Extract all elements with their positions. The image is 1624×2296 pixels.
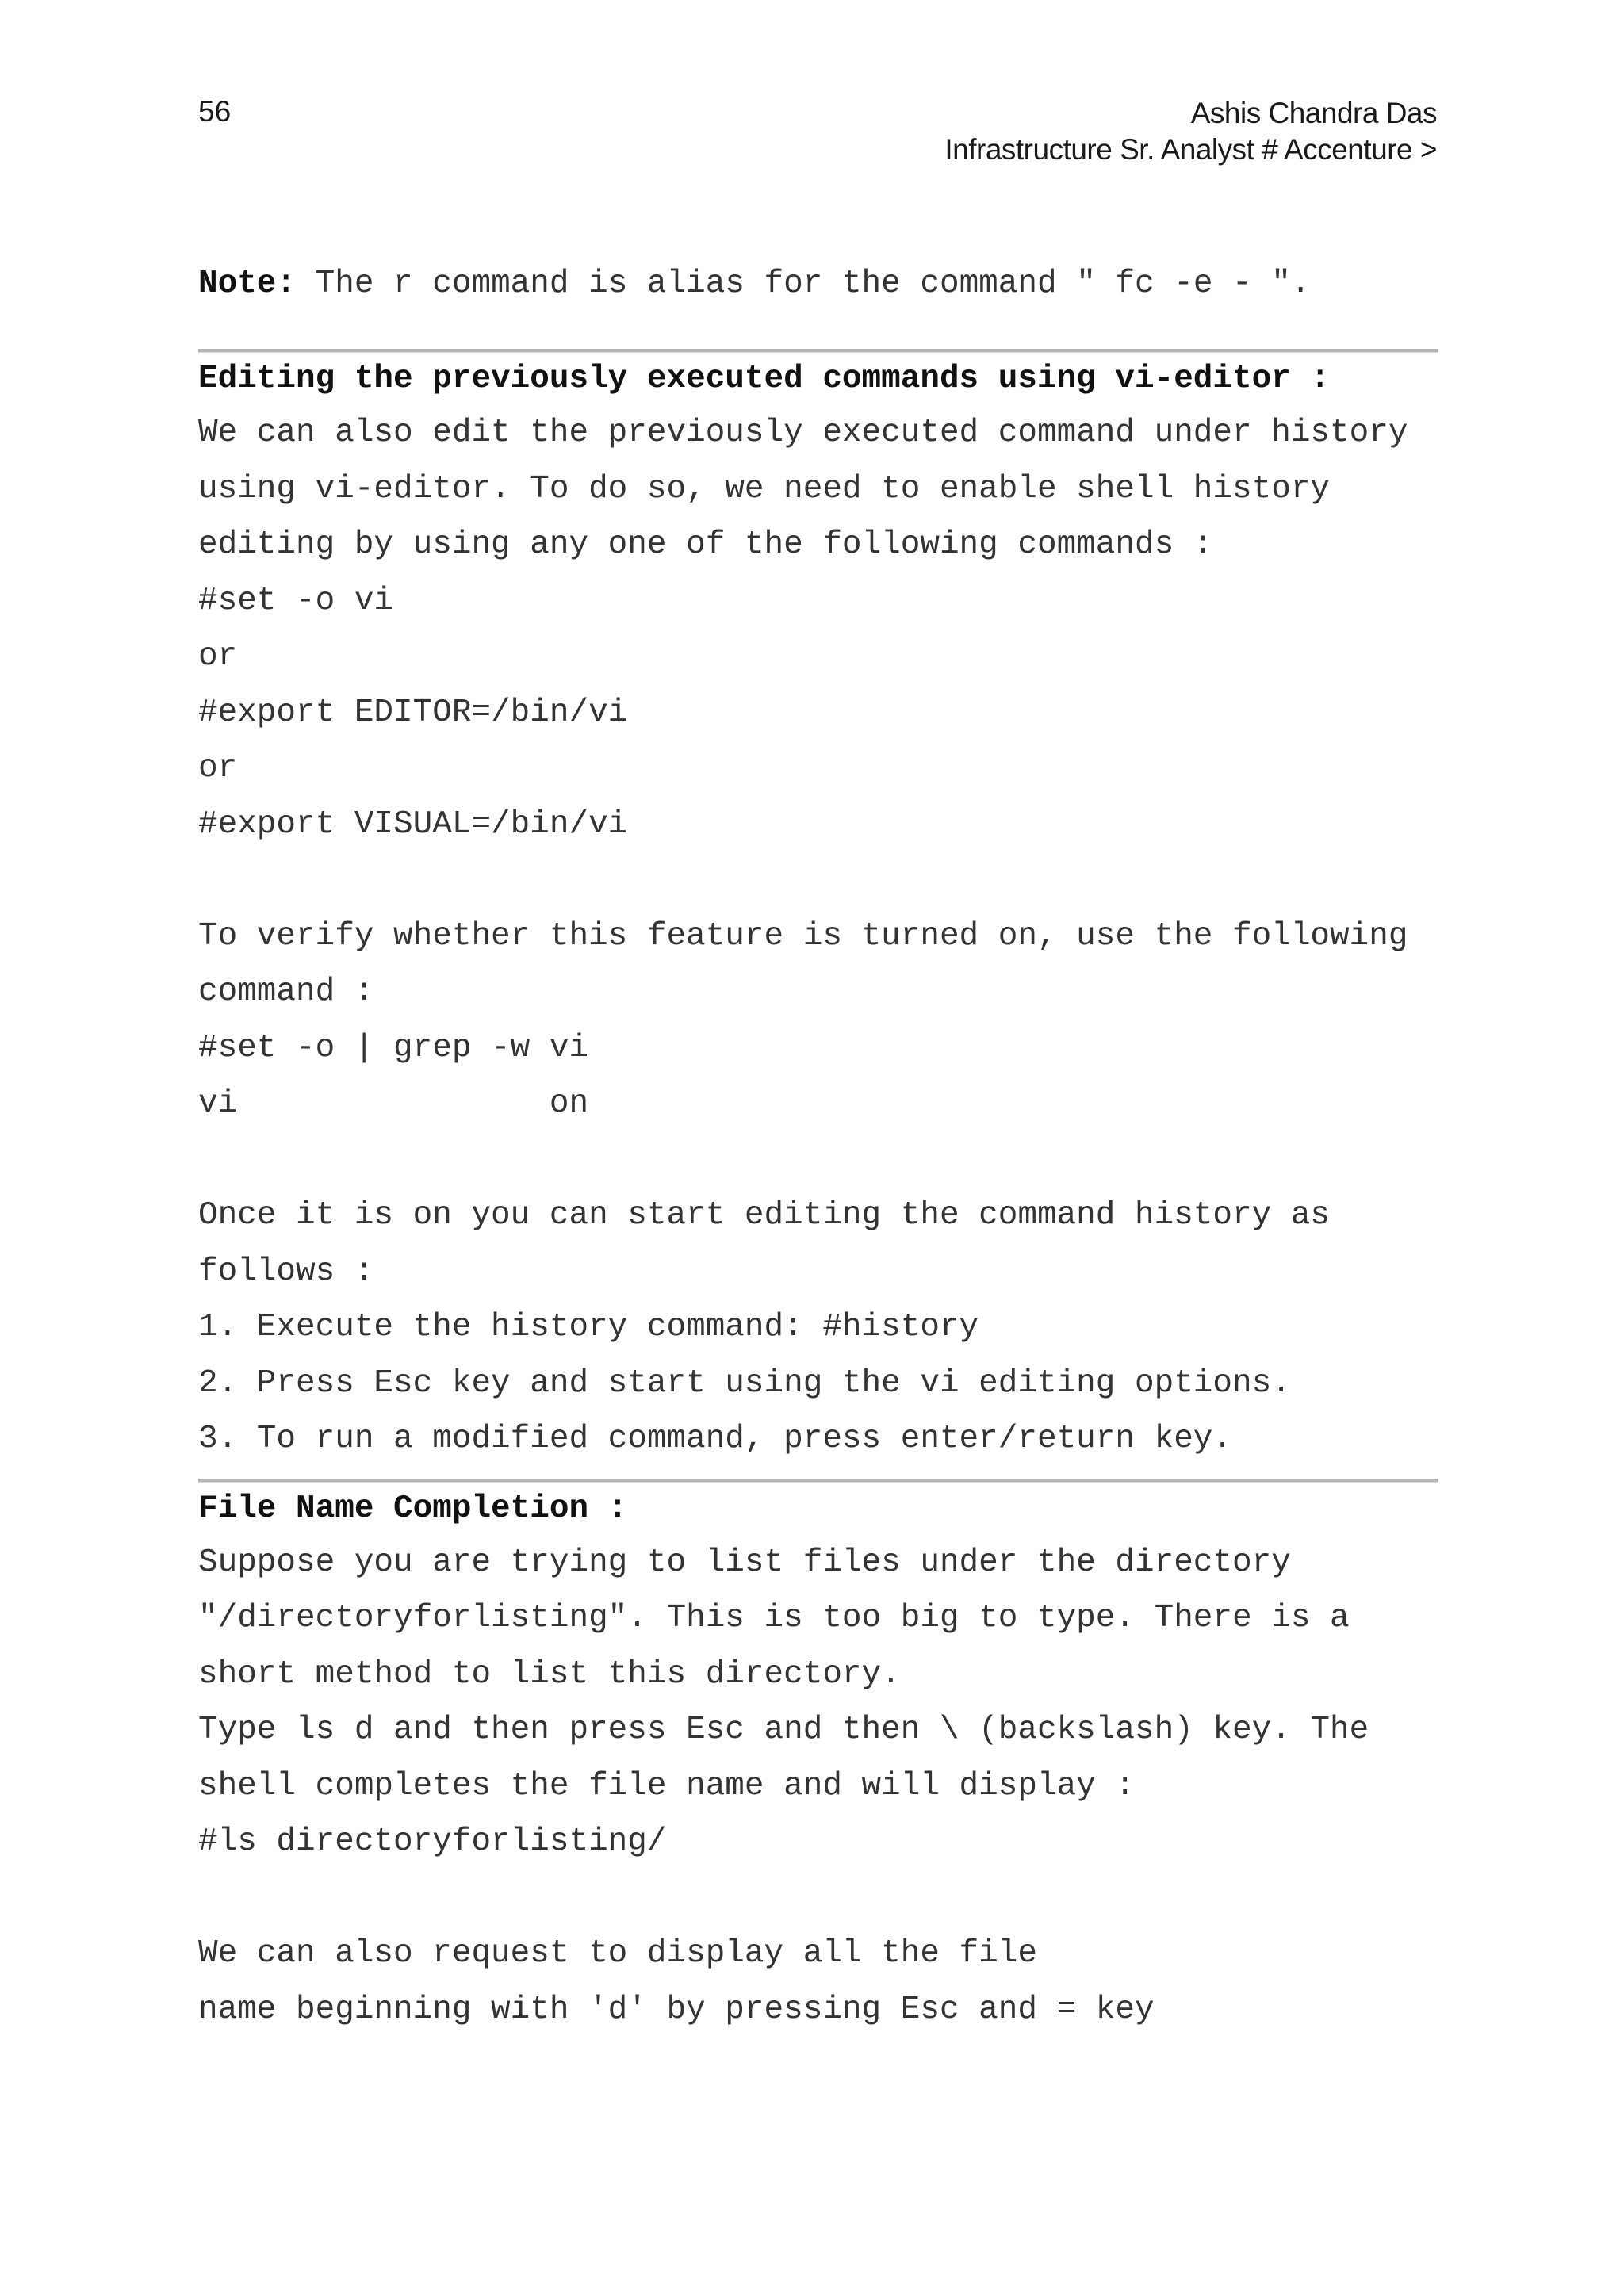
text-line: follows :: [198, 1253, 374, 1290]
section-heading-file-name-completion: File Name Completion :: [198, 1490, 628, 1527]
command-line: #export VISUAL=/bin/vi: [198, 806, 628, 843]
command-output-line: vi on: [198, 1085, 589, 1122]
author-name: Ashis Chandra Das: [1190, 97, 1437, 129]
note-label: Note:: [198, 266, 297, 302]
section-body-vi-editing: [198, 405, 1438, 1468]
note-paragraph: [198, 262, 1438, 306]
command-line: #set -o vi: [198, 582, 394, 619]
text-line: name beginning with 'd' by pressing Esc and = key: [198, 1991, 1155, 2028]
list-item: 3. To run a modified command, press enter/return key.: [198, 1421, 1233, 1457]
list-item: 2. Press Esc key and start using the vi editing options.: [198, 1364, 1291, 1402]
command-line: #export EDITOR=/bin/vi: [198, 694, 628, 731]
text-line: short method to list this directory.: [198, 1655, 901, 1693]
text-line: To verify whether this feature is turned on, use the following: [198, 917, 1408, 955]
blank-line: [198, 852, 1438, 909]
list-item: 1. Execute the history command: #history: [198, 1309, 979, 1345]
text-line: command :: [198, 974, 374, 1010]
blank-line: [198, 1870, 1438, 1927]
text-line: using vi-editor. To do so, we need to enable shell history: [198, 470, 1331, 507]
blank-line: [198, 1132, 1438, 1188]
main-content: [198, 262, 1438, 2038]
text-line: or: [198, 638, 238, 675]
running-header: [944, 95, 1437, 168]
author-title: Infrastructure Sr. Analyst # Accenture >: [944, 133, 1437, 166]
text-line: Once it is on you can start editing the command history as: [198, 1197, 1331, 1234]
text-line: shell completes the file name and will display :: [198, 1767, 1135, 1804]
text-line: Type ls d and then press Esc and then \ (backslash) key. The: [198, 1712, 1369, 1748]
text-line: We can also edit the previously executed command under history: [198, 415, 1408, 451]
page-number: 56: [198, 95, 232, 128]
text-line: We can also request to display all the file: [198, 1935, 1037, 1972]
text-line: Suppose you are trying to list files under the directory: [198, 1544, 1291, 1581]
text-line: or: [198, 750, 238, 786]
command-line: #ls directoryforlisting/: [198, 1823, 667, 1860]
section-body-file-name-completion: [198, 1535, 1438, 2038]
text-line: "/directoryforlisting". This is too big to type. There is a: [198, 1600, 1350, 1636]
text-line: editing by using any one of the following commands :: [198, 526, 1213, 563]
command-line: #set -o | grep -w vi: [198, 1029, 589, 1066]
note-text: The r command is alias for the command " fc -e - ".: [296, 266, 1311, 302]
section-heading-vi-editing: Editing the previously executed commands using vi-editor :: [198, 361, 1331, 397]
